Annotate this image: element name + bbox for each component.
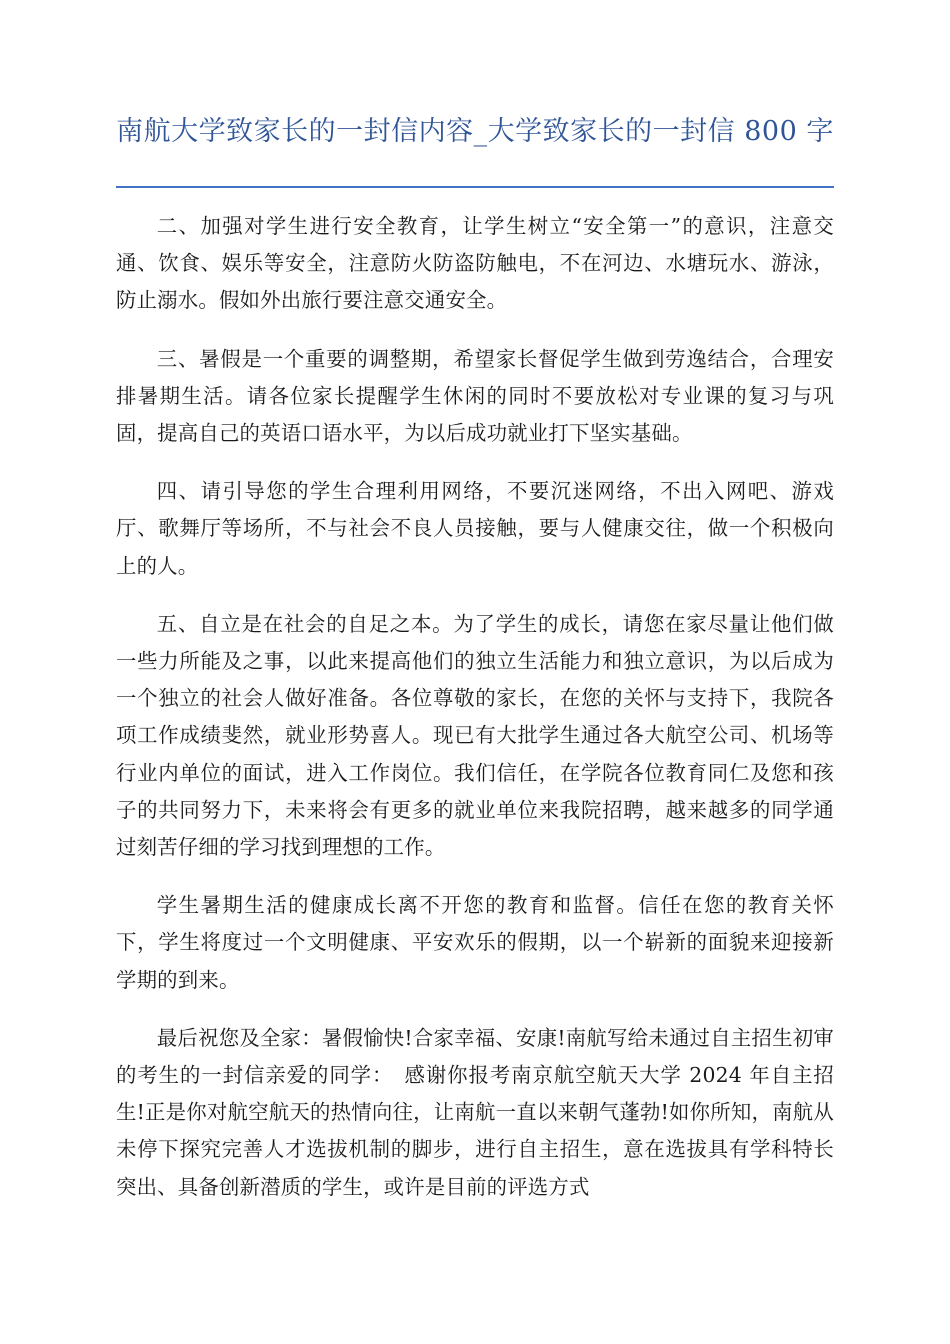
paragraph-supervision: 学生暑期生活的健康成长离不开您的教育和监督。信任在您的教育关怀下，学生将度过一个文明健康、平安欢乐的假期，以一个崭新的面貌来迎接新学期的到来。 — [116, 893, 834, 992]
title-underline — [116, 186, 834, 188]
paragraph-internet: 四、请引导您的学生合理利用网络，不要沉迷网络，不出入网吧、游戏厅、歌舞厅等场所，不与社会不良人员接触，要与人健康交往，做一个积极向上的人。 — [116, 479, 834, 578]
document-title: 南航大学致家长的一封信内容_大学致家长的一封信 800 字 — [116, 116, 834, 147]
document-body — [116, 208, 834, 1227]
paragraph-closing: 最后祝您及全家：暑假愉快!合家幸福、安康!南航写给未通过自主招生初审的考生的一封信亲爱的同学： 感谢你报考南京航空航天大学 2024 年自主招生!正是你对航空航天的热情向往，让南航一直以来朝气蓬勃!如你所知，南航从未停下探究完善人才选拔机制的脚步，进行自主招生，意在选拔具有学科特长突出、具备创新潜质的学生，或许是目前的评选方式 — [116, 1025, 834, 1199]
paragraph-independence: 五、自立是在社会的自足之本。为了学生的成长，请您在家尽量让他们做一些力所能及之事，以此来提高他们的独立生活能力和独立意识，为以后成为一个独立的社会人做好准备。各位尊敬的家长，在您的关怀与支持下，我院各项工作成绩斐然，就业形势喜人。现已有大批学生通过各大航空公司、机场等行业内单位的面试，进入工作岗位。我们信任，在学院各位教育同仁及您和孩子的共同努力下，未来将会有更多的就业单位来我院招聘，越来越多的同学通过刻苦仔细的学习找到理想的工作。 — [116, 611, 834, 860]
paragraph-adjustment: 三、暑假是一个重要的调整期，希望家长督促学生做到劳逸结合，合理安排暑期生活。请各位家长提醒学生休闲的同时不要放松对专业课的复习与巩固，提高自己的英语口语水平，为以后成功就业打下坚实基础。 — [116, 346, 834, 446]
paragraph-safety: 二、加强对学生进行安全教育，让学生树立“安全第一”的意识，注意交通、饮食、娱乐等安全，注意防火防盗防触电，不在河边、水塘玩水、游泳，防止溺水。假如外出旅行要注意交通安全。 — [116, 214, 834, 313]
